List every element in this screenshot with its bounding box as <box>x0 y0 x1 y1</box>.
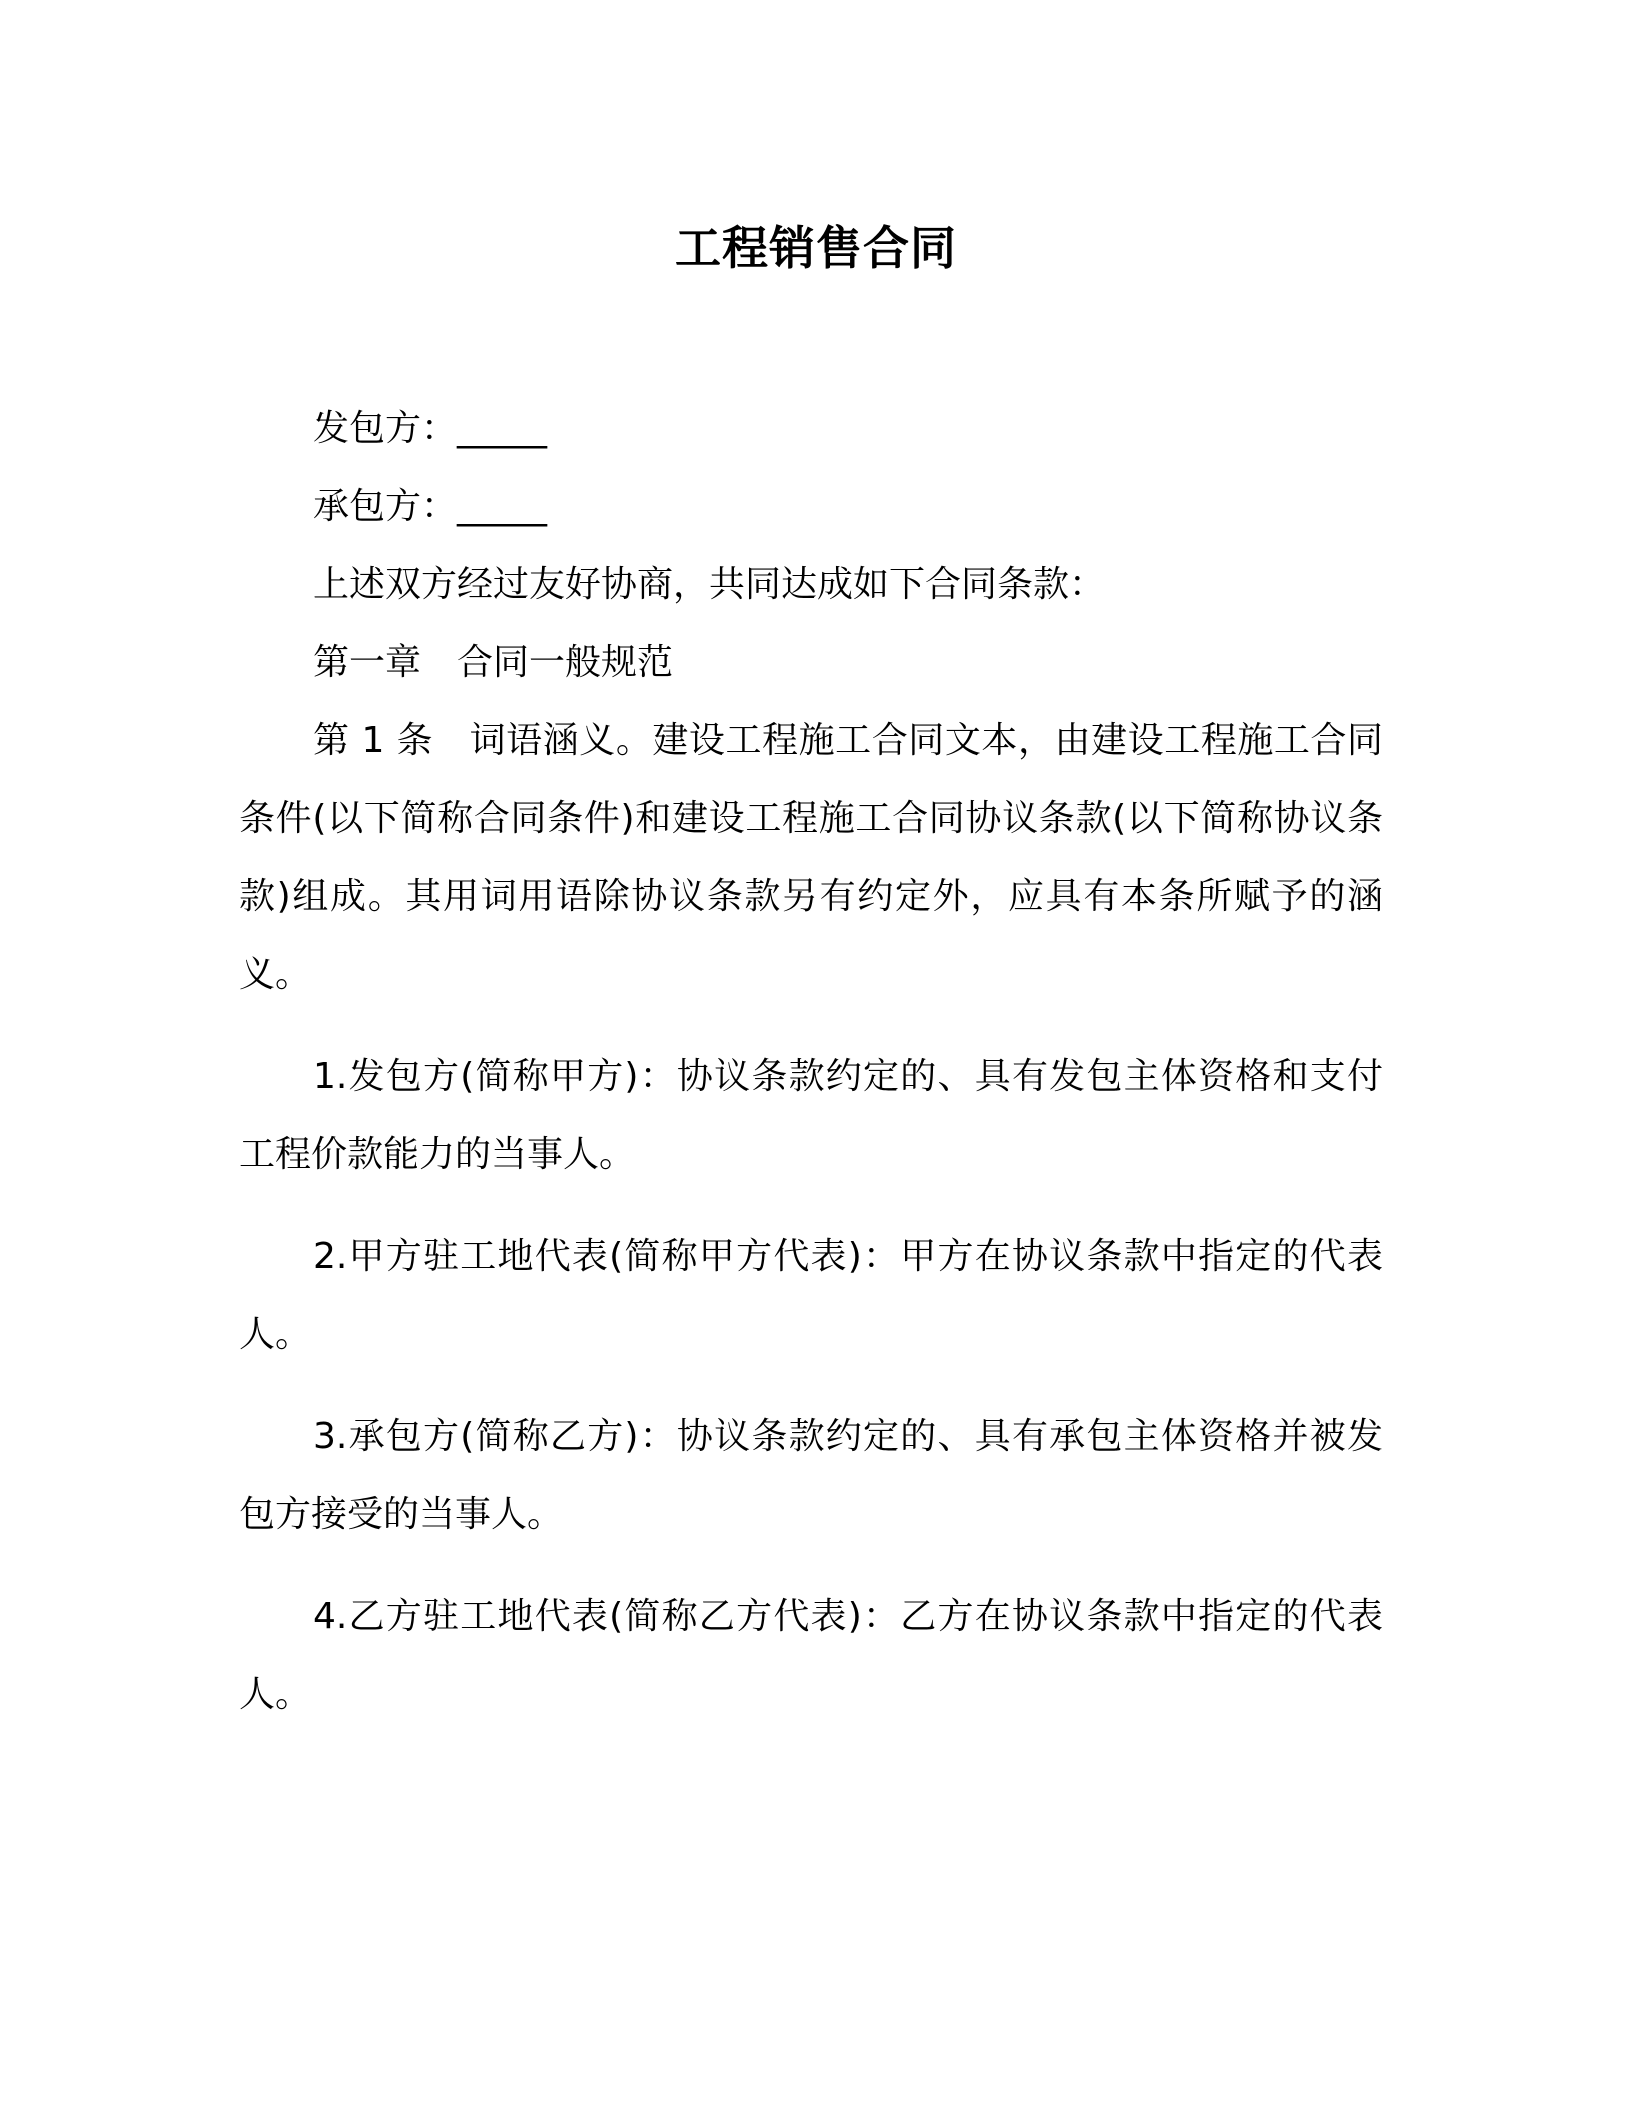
definition-4: 4.乙方驻工地代表(简称乙方代表)：乙方在协议条款中指定的代表人。 <box>239 1596 1383 1715</box>
intro-paragraph: 上述双方经过友好协商，共同达成如下合同条款： <box>313 564 1106 605</box>
document-body <box>239 390 1383 1734</box>
chapter-heading: 第一章 合同一般规范 <box>313 642 674 683</box>
definition-1: 1.发包方(简称甲方)：协议条款约定的、具有发包主体资格和支付工程价款能力的当事人。 <box>239 1056 1383 1175</box>
definition-2: 2.甲方驻工地代表(简称甲方代表)：甲方在协议条款中指定的代表人。 <box>239 1236 1383 1355</box>
document-title: 工程销售合同 <box>675 221 957 275</box>
party-b-line: 承包方：_____ <box>313 486 548 527</box>
party-a-line: 发包方：_____ <box>313 408 548 449</box>
definition-3: 3.承包方(简称乙方)：协议条款约定的、具有承包主体资格并被发包方接受的当事人。 <box>239 1416 1383 1535</box>
article-1-paragraph: 第 1 条 词语涵义。建设工程施工合同文本，由建设工程施工合同条件(以下简称合同条件)和建设工程施工合同协议条款(以下简称协议条款)组成。其用词用语除协议条款另有约定外，应具有本条所赋予的涵义。 <box>239 720 1383 995</box>
